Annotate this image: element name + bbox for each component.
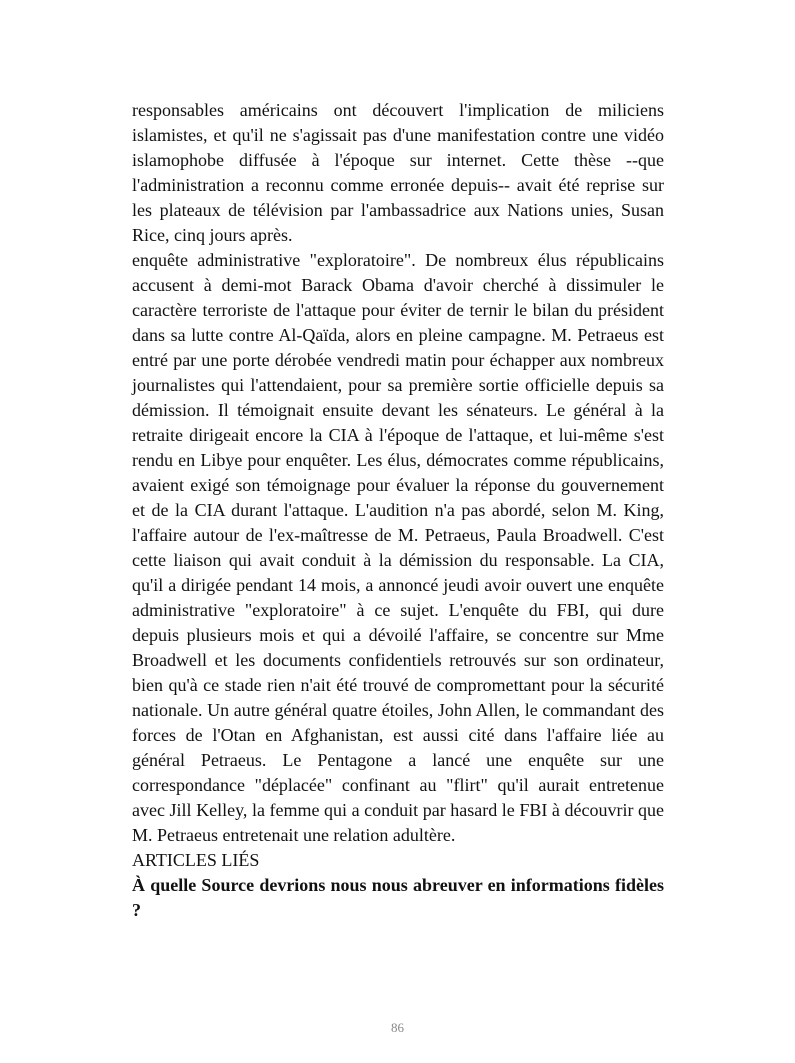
question-heading: À quelle Source devrions nous nous abreuver en informations fidèles ? — [132, 875, 664, 920]
paragraph-2: enquête administrative "exploratoire". De nombreux élus républicains accusent à demi-mot Barack Obama d'avoir cherché à dissimuler le caractère terroriste de l'attaque pour éviter de ternir le bilan du président dans sa lutte contre Al-Qaïda, alors en pleine campagne. M. Petraeus est entré par une porte dérobée vendredi matin pour échapper aux nombreux journalistes qui l'attendaient, pour sa première sortie officielle depuis sa démission. Il témoignait ensuite devant les sénateurs. Le général à la retraite dirigeait encore la CIA à l'époque de l'attaque, et lui-même s'est rendu en Libye pour enquêter. Les élus, démocrates comme républicains, avaient exigé son témoignage pour évaluer la réponse du gouvernement et de la CIA durant l'attaque. L'audition n'a pas abordé, selon M. King, l'affaire autour de l'ex-maîtresse de M. Petraeus, Paula Broadwell. C'est cette liaison qui avait conduit à la démission du responsable. La CIA, qu'il a dirigée pendant 14 mois, a annoncé jeudi avoir ouvert une enquête administrative "exploratoire" à ce sujet. L'enquête du FBI, qui dure depuis plusieurs mois et qui a dévoilé l'affaire, se concentre sur Mme Broadwell et les documents confidentiels retrouvés sur son ordinateur, bien qu'à ce stade rien n'ait été trouvé de compromettant pour la sécurité nationale. Un autre général quatre étoiles, John Allen, le commandant des forces de l'Otan en Afghanistan, est aussi cité dans l'affaire liée au général Petraeus. Le Pentagone a lancé une enquête sur une correspondance "déplacée" confinant au "flirt" qu'il aurait entretenue avec Jill Kelley, la femme qui a conduit par hasard le FBI à découvrir que M. Petraeus entretenait une relation adultère. — [132, 250, 664, 845]
articles-heading: ARTICLES LIÉS — [132, 850, 260, 870]
article-body — [132, 98, 664, 923]
page-number: 86 — [391, 1020, 404, 1035]
paragraph-1: responsables américains ont découvert l'implication de miliciens islamistes, et qu'il ne s'agissait pas d'une manifestation contre une vidéo islamophobe diffusée à l'époque sur internet. Cette thèse --que l'administration a reconnu comme erronée depuis-- avait été reprise sur les plateaux de télévision par l'ambassadrice aux Nations unies, Susan Rice, cinq jours après. — [132, 100, 664, 245]
